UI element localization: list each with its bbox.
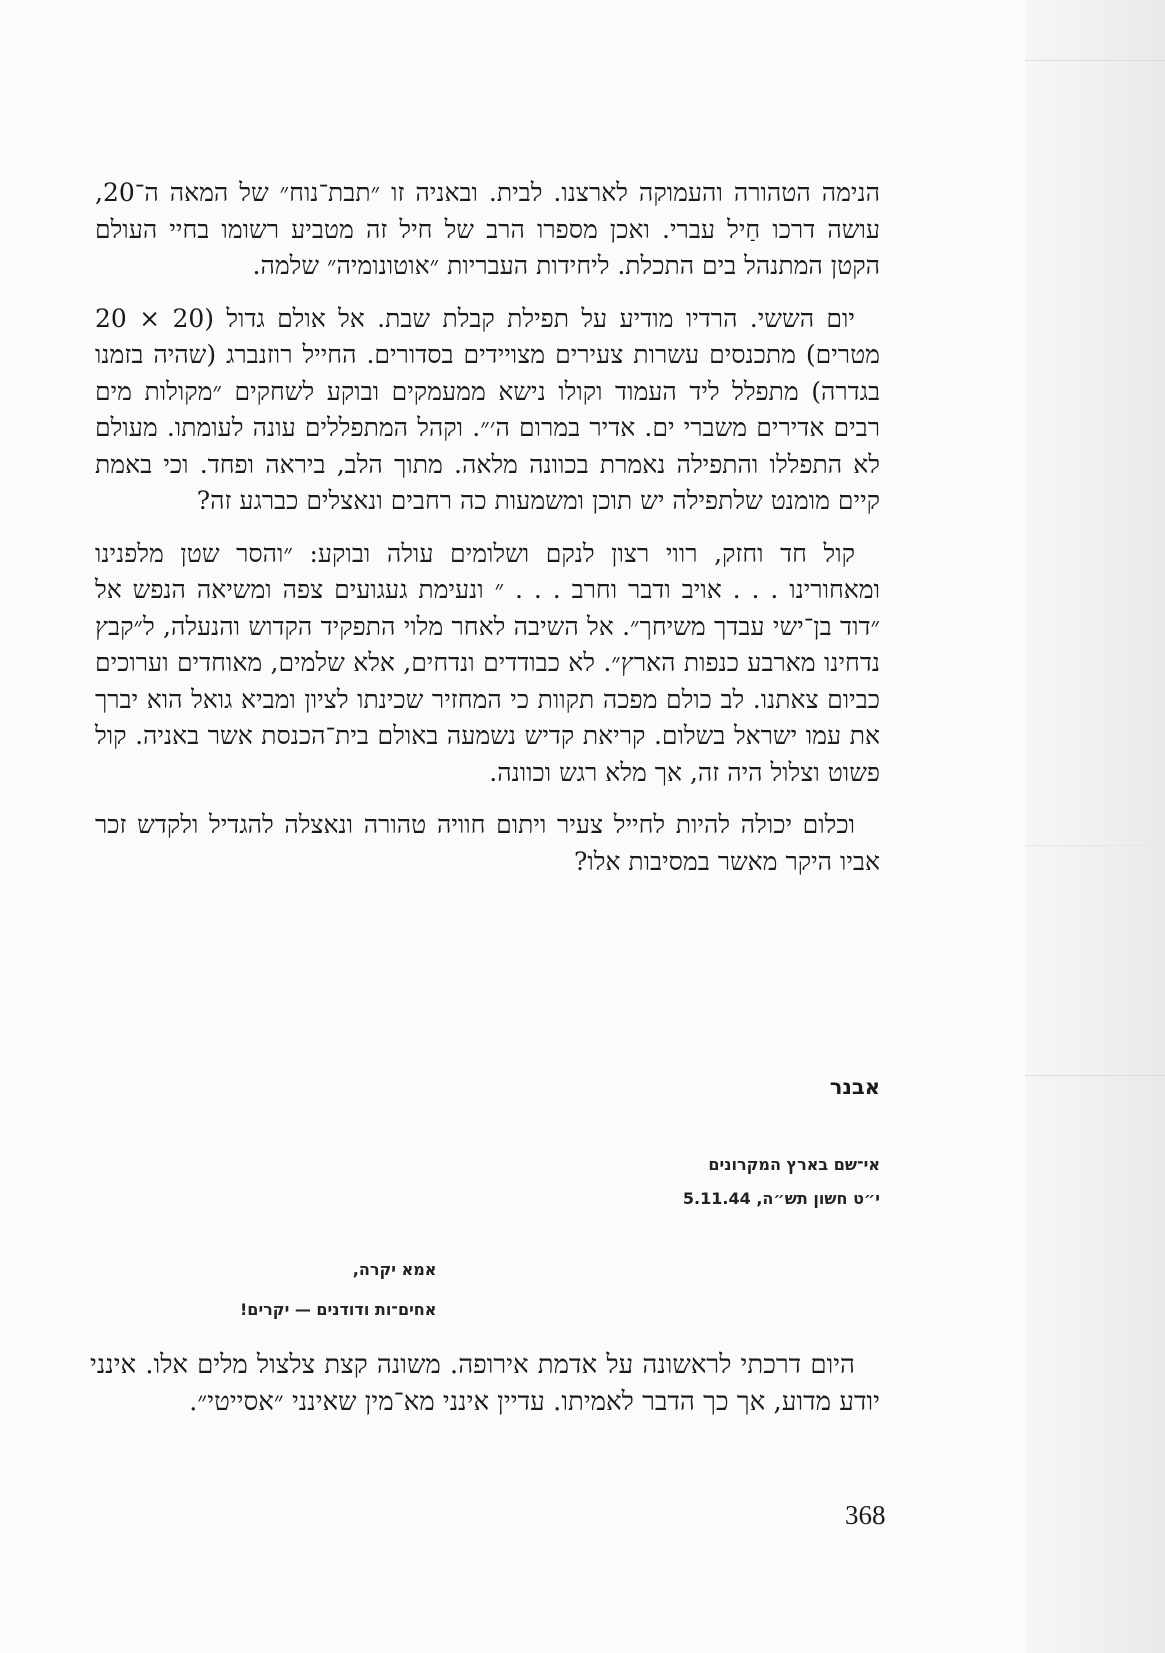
salutation-line-1: אמא יקרה, — [352, 1260, 437, 1279]
edge-divider — [1025, 60, 1165, 61]
edge-divider — [1025, 845, 1165, 846]
letter-text: היום דרכתי לראשונה על אדמת אירופה. משונה קצת צלצול מלים אלו. אינני יודע מדוע, אך כך הדבר לאמיתו. עדיין אינני מא־מין שאינני ״אסייטי״. — [90, 1350, 880, 1417]
paragraph-1: הנימה הטהורה והעמוקה לארצנו. לבית. ובאניה זו ״תבת־נוח״ של המאה ה־20, עושה דרכו חַיל עברי. ואכן מספרו הרב של חיל זה מטביע רשומו בחיי העולם הקטן המתנהל בים התכלת. ליחידות העבריות ״אוטונומיה״ שלמה. — [95, 178, 880, 280]
paragraph-2: יום הששי. הרדיו מודיע על תפילת קבלת שבת. אל אולם גדול (20 × 20 מטרים) מתכנסים עשרות צעירים מצויידים בסדורים. החייל רוזנברג (שהיה בזמנו בגדרה) מתפלל ליד העמוד וקולו נישא ממעמקים ובוקע לשחקים ״מקולות מים רבים אדירים משברי ים. אדיר במרום ה׳״. וקהל המתפללים עונה לעומתו. מעולם לא התפללו והתפילה נאמרת בכוונה מלאה. מתוך הלב, ביראה ופחד. וכי באמת קיים מומנט שלתפילה יש תוכן ומשמעות כה רחבים ונאצלים כברגע זה? — [95, 303, 880, 515]
page-edge-shadow — [1025, 0, 1165, 1653]
salutation-line-2: אחים־ות ודודנים — יקרים! — [240, 1300, 437, 1319]
signature: אבנר — [829, 1075, 880, 1099]
letter-place: אי־שם בארץ המקרונים — [708, 1155, 880, 1174]
place-date — [683, 1148, 880, 1216]
paragraph-4: וכלום יכולה להיות לחייל צעיר ויתום חוויה טהורה ונאצלה להגדיל ולקדש זכר אביו היקר מאשר במסיבות אלו? — [95, 810, 880, 876]
letter-date: י״ט חשון תש״ה, 5.11.44 — [682, 1189, 880, 1208]
body-text — [95, 175, 880, 896]
paragraph-3: קול חד וחזק, רווי רצון לנקם ושלומים עולה ובוקע: ״והסר שטן מלפנינו ומאחורינו . . . אויב ודבר וחרב . . . ״ ונעימת געגועים צפה ומשיאה הנפש אל ״דוד בן־ישי עבדך משיחך״. אל השיבה לאחר מלוי התפקיד הקדוש והנעלה, ל״קבץ נדחינו מארבע כנפות הארץ״. לא כבודדים ונדחים, אלא שלמים, מאוחדים וערוכים כביום צאתנו. לב כולם מפכה תקוות כי המחזיר שכינתו לציון ומביא גואל הוא יברך את עמו ישראל בשלום. קריאת קדיש נשמעה באולם בית־הכנסת אשר באניה. קול פשוט וצלול היה זה, אך מלא רגש וכוונה. — [95, 538, 880, 787]
page-number: 368 — [845, 1500, 886, 1530]
edge-divider — [1025, 1075, 1165, 1076]
salutation — [240, 1250, 436, 1330]
